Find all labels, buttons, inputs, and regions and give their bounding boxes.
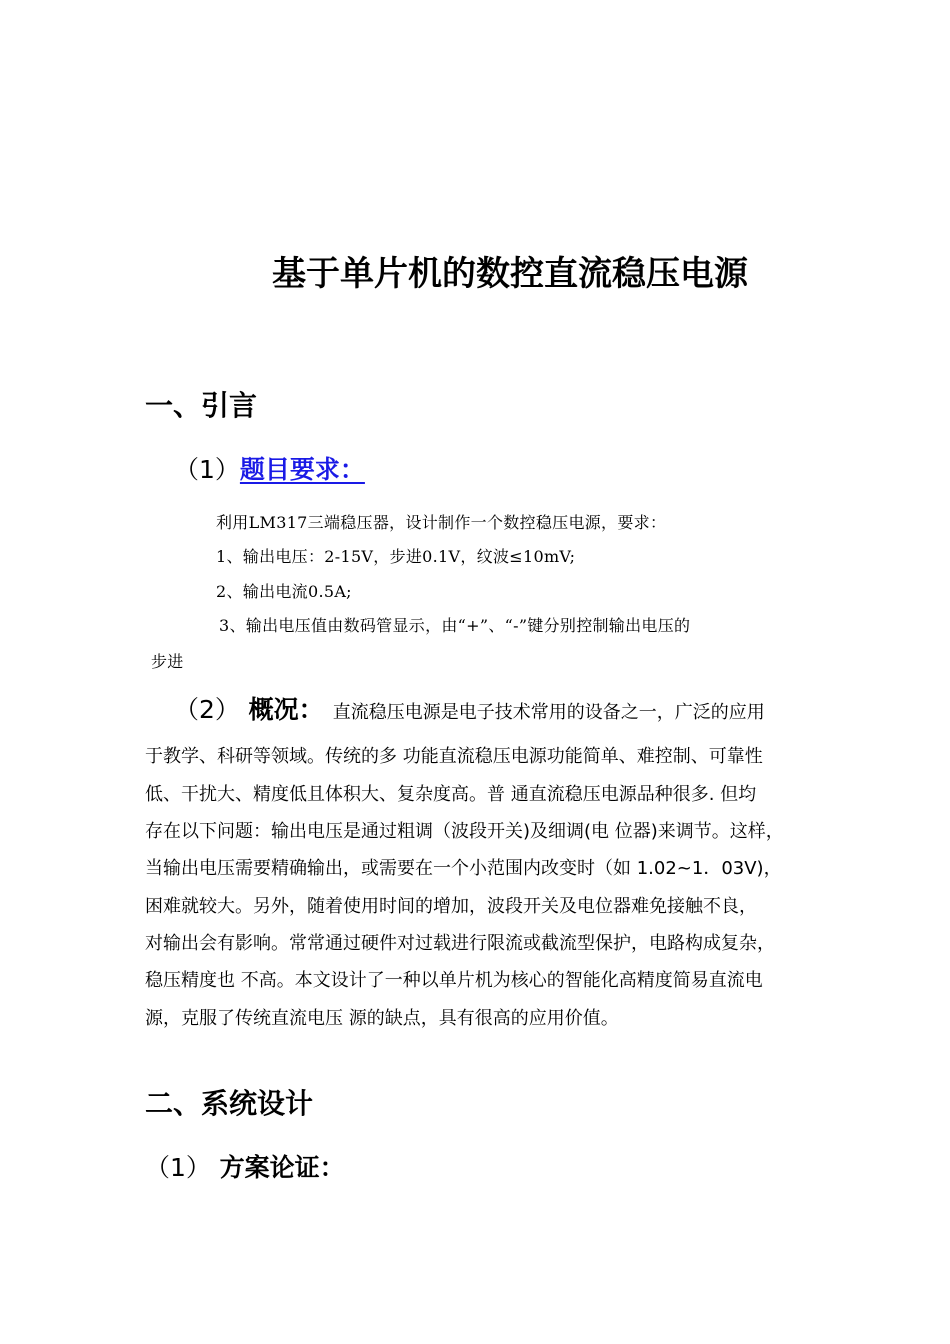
overview-line: 存在以下问题：输出电压是通过粗调（波段开关)及细调(电 位器)来调节。这样， xyxy=(145,821,784,842)
requirement-item-2: 2、输出电流0.5A; xyxy=(216,582,352,601)
section-heading-system-design: 二、系统设计 xyxy=(145,1087,314,1120)
subsection-scheme-heading xyxy=(145,1150,345,1186)
requirements-link[interactable]: 题目要求： xyxy=(239,455,365,484)
subsection-number: （1） xyxy=(145,1153,211,1182)
overview-line: 对输出会有影响。常常通过硬件对过载进行限流或截流型保护，电路构成复杂， xyxy=(145,933,775,954)
overview-line: 低、干扰大、精度低且体积大、复杂度高。普 通直流稳压电源品种很多. 但均 xyxy=(145,784,757,805)
requirement-item-1: 1、输出电压：2-15V，步进0.1V，纹波≤10mV; xyxy=(216,547,576,566)
overview-line: 困难就较大。另外，随着使用时间的增加，波段开关及电位器难免接触不良， xyxy=(145,896,757,917)
subsection-number: （1） xyxy=(174,455,240,484)
requirement-intro: 利用LM317三端稳压器，设计制作一个数控稳压电源，要求： xyxy=(216,513,667,532)
overview-line: 源，克服了传统直流电压 源的缺点，具有很高的应用价值。 xyxy=(145,1008,619,1029)
subsection-number: （2） xyxy=(174,695,240,724)
requirement-item-3-continued: 步进 xyxy=(151,652,184,671)
section-heading-introduction: 一、引言 xyxy=(145,389,258,422)
document-title: 基于单片机的数控直流稳压电源 xyxy=(272,254,748,294)
overview-line: 当输出电压需要精确输出，或需要在一个小范围内改变时（如 1.02~1．03V)， xyxy=(145,858,782,879)
scheme-label: 方案论证： xyxy=(219,1153,345,1182)
subsection-overview-heading xyxy=(174,692,765,731)
overview-label: 概况： xyxy=(248,695,324,724)
overview-line: 稳压精度也 不高。本文设计了一种以单片机为核心的智能化高精度简易直流电 xyxy=(145,970,763,991)
subsection-requirements-heading xyxy=(174,452,365,488)
overview-line: 于教学、科研等领域。传统的多 功能直流稳压电源功能简单、难控制、可靠性 xyxy=(145,746,763,767)
overview-first-line: 直流稳压电源是电子技术常用的设备之一，广泛的应用 xyxy=(332,702,765,723)
requirement-item-3: 3、输出电压值由数码管显示，由“+”、“-”键分别控制输出电压的 xyxy=(219,616,691,635)
